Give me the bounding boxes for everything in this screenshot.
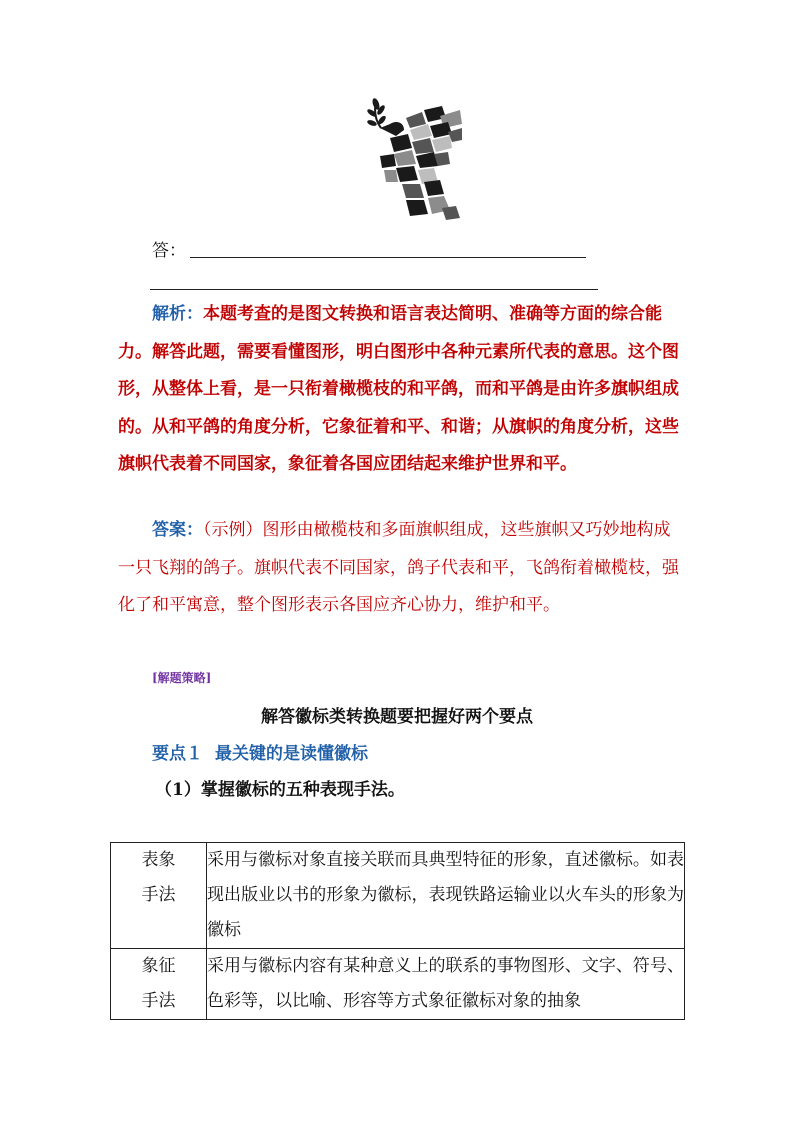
answer-label: 答案： [152,520,203,540]
sub-heading: （1）掌握徽标的五种表现手法。 [155,780,405,800]
answer-paragraph [118,512,684,625]
point-heading [152,739,368,764]
table-row [111,843,685,949]
answer-prompt-label: 答： [152,241,186,261]
analysis-paragraph [118,296,684,484]
dove-emblem-icon [366,96,462,220]
analysis-label: 解析： [152,304,203,324]
method-name-cell [111,843,207,949]
section-title: 解答徽标类转换题要把握好两个要点 [261,707,533,727]
answer-text: 图形由橄榄枝和多面旗帜组成，这些旗帜又巧妙地构成一只飞翔的鸽子。旗帜代表不同国家，鸽子代表和平，飞鸽衔着橄榄枝，强化了和平寓意，整个图形表示各国应齐心协力，维护和平。 [118,520,679,615]
answer-blank-line[interactable] [150,289,598,290]
point-text: 最关键的是读懂徽标 [215,744,368,764]
method-name-line: 手法 [141,991,176,1011]
methods-table [110,842,685,1020]
method-name-line: 手法 [141,885,176,905]
method-desc-cell: 采用与徽标内容有某种意义上的联系的事物图形、文字、符号、色彩等，以比喻、形容等方式象征徽标对象的抽象 [207,949,685,1020]
method-name-line: 象征 [141,956,176,976]
answer-blank-line[interactable] [190,257,586,258]
method-name-line: 表象 [141,850,176,870]
analysis-text: 本题考查的是图文转换和语言表达简明、准确等方面的综合能力。解答此题，需要看懂图形，明白图形中各种元素所代表的意思。这个图形，从整体上看，是一只衔着橄榄枝的和平鸽，而和平鸽是由许多旗帜组成的。从和平鸽的角度分析，它象征着和平、和谐；从旗帜的角度分析，这些旗帜代表着不同国家，象征着各国应团结起来维护世界和平。 [118,304,679,474]
table-row [111,949,685,1020]
answer-prefix: （示例） [203,520,263,540]
method-desc-cell: 采用与徽标对象直接关联而具典型特征的形象，直述徽标。如表现出版业以书的形象为徽标，表现铁路运输业以火车头的形象为徽标 [207,843,685,949]
method-name-cell [111,949,207,1020]
point-label: 要点１ [152,744,203,764]
strategy-tag: [解题策略] [152,671,212,685]
